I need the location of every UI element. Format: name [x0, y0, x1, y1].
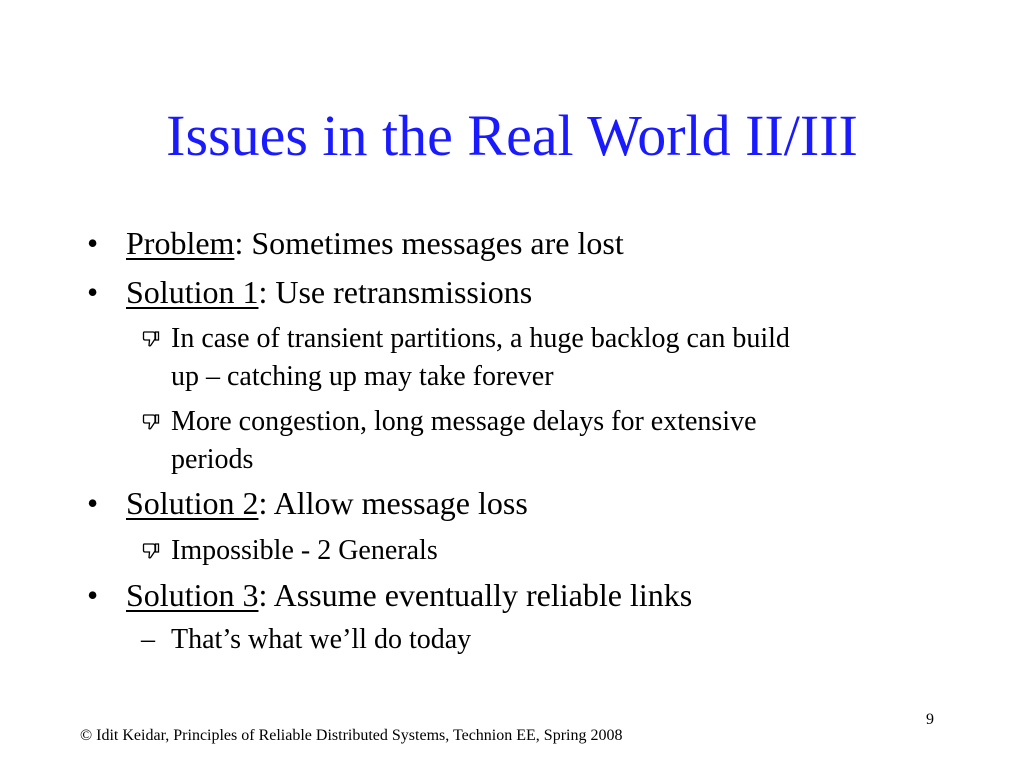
bullet-separator: : [258, 274, 268, 310]
bullet-text [126, 223, 624, 263]
bullet-separator: : [258, 577, 268, 613]
bullet-marker: • [87, 274, 99, 310]
bullet-body: Allow message loss [267, 485, 528, 521]
footer-copyright: © Idit Keidar, Principles of Reliable Distributed Systems, Technion EE, Spring 2008 [80, 727, 623, 744]
bullet-body: Sometimes messages are lost [243, 225, 624, 261]
bullet-body: Use retransmissions [267, 274, 533, 310]
sub-bullet-text-line-1: In case of transient partitions, a huge backlog can build [171, 323, 790, 354]
bullet-separator: : [234, 225, 244, 261]
slide-title: Issues in the Real World II/III [166, 103, 858, 168]
bullet-separator: : [258, 485, 268, 521]
bullet-marker: • [87, 225, 99, 261]
bullet-label: Solution 1 [126, 274, 259, 310]
thumbs-down-icon [141, 412, 161, 432]
bullet-label: Solution 3 [126, 577, 259, 613]
thumbs-down-icon [141, 541, 161, 561]
sub-bullet-text-line-2: up – catching up may take forever [171, 361, 554, 392]
sub-bullet-text: Impossible - 2 Generals [171, 535, 438, 566]
page-number: 9 [926, 711, 934, 728]
sub-bullet-text-line-1: More congestion, long message delays for extensive [171, 406, 757, 437]
thumbs-down-icon [141, 329, 161, 349]
sub-bullet-text-line-2: periods [171, 444, 254, 475]
bullet-marker: • [87, 577, 99, 613]
bullet-text [126, 483, 528, 523]
bullet-text [126, 575, 692, 615]
bullet-marker: • [87, 485, 99, 521]
dash-marker: – [141, 624, 155, 655]
sub-bullet-text: That’s what we’ll do today [171, 624, 472, 655]
bullet-label: Problem [126, 225, 235, 261]
bullet-label: Solution 2 [126, 485, 259, 521]
bullet-text [126, 272, 532, 312]
bullet-body: Assume eventually reliable links [267, 577, 693, 613]
